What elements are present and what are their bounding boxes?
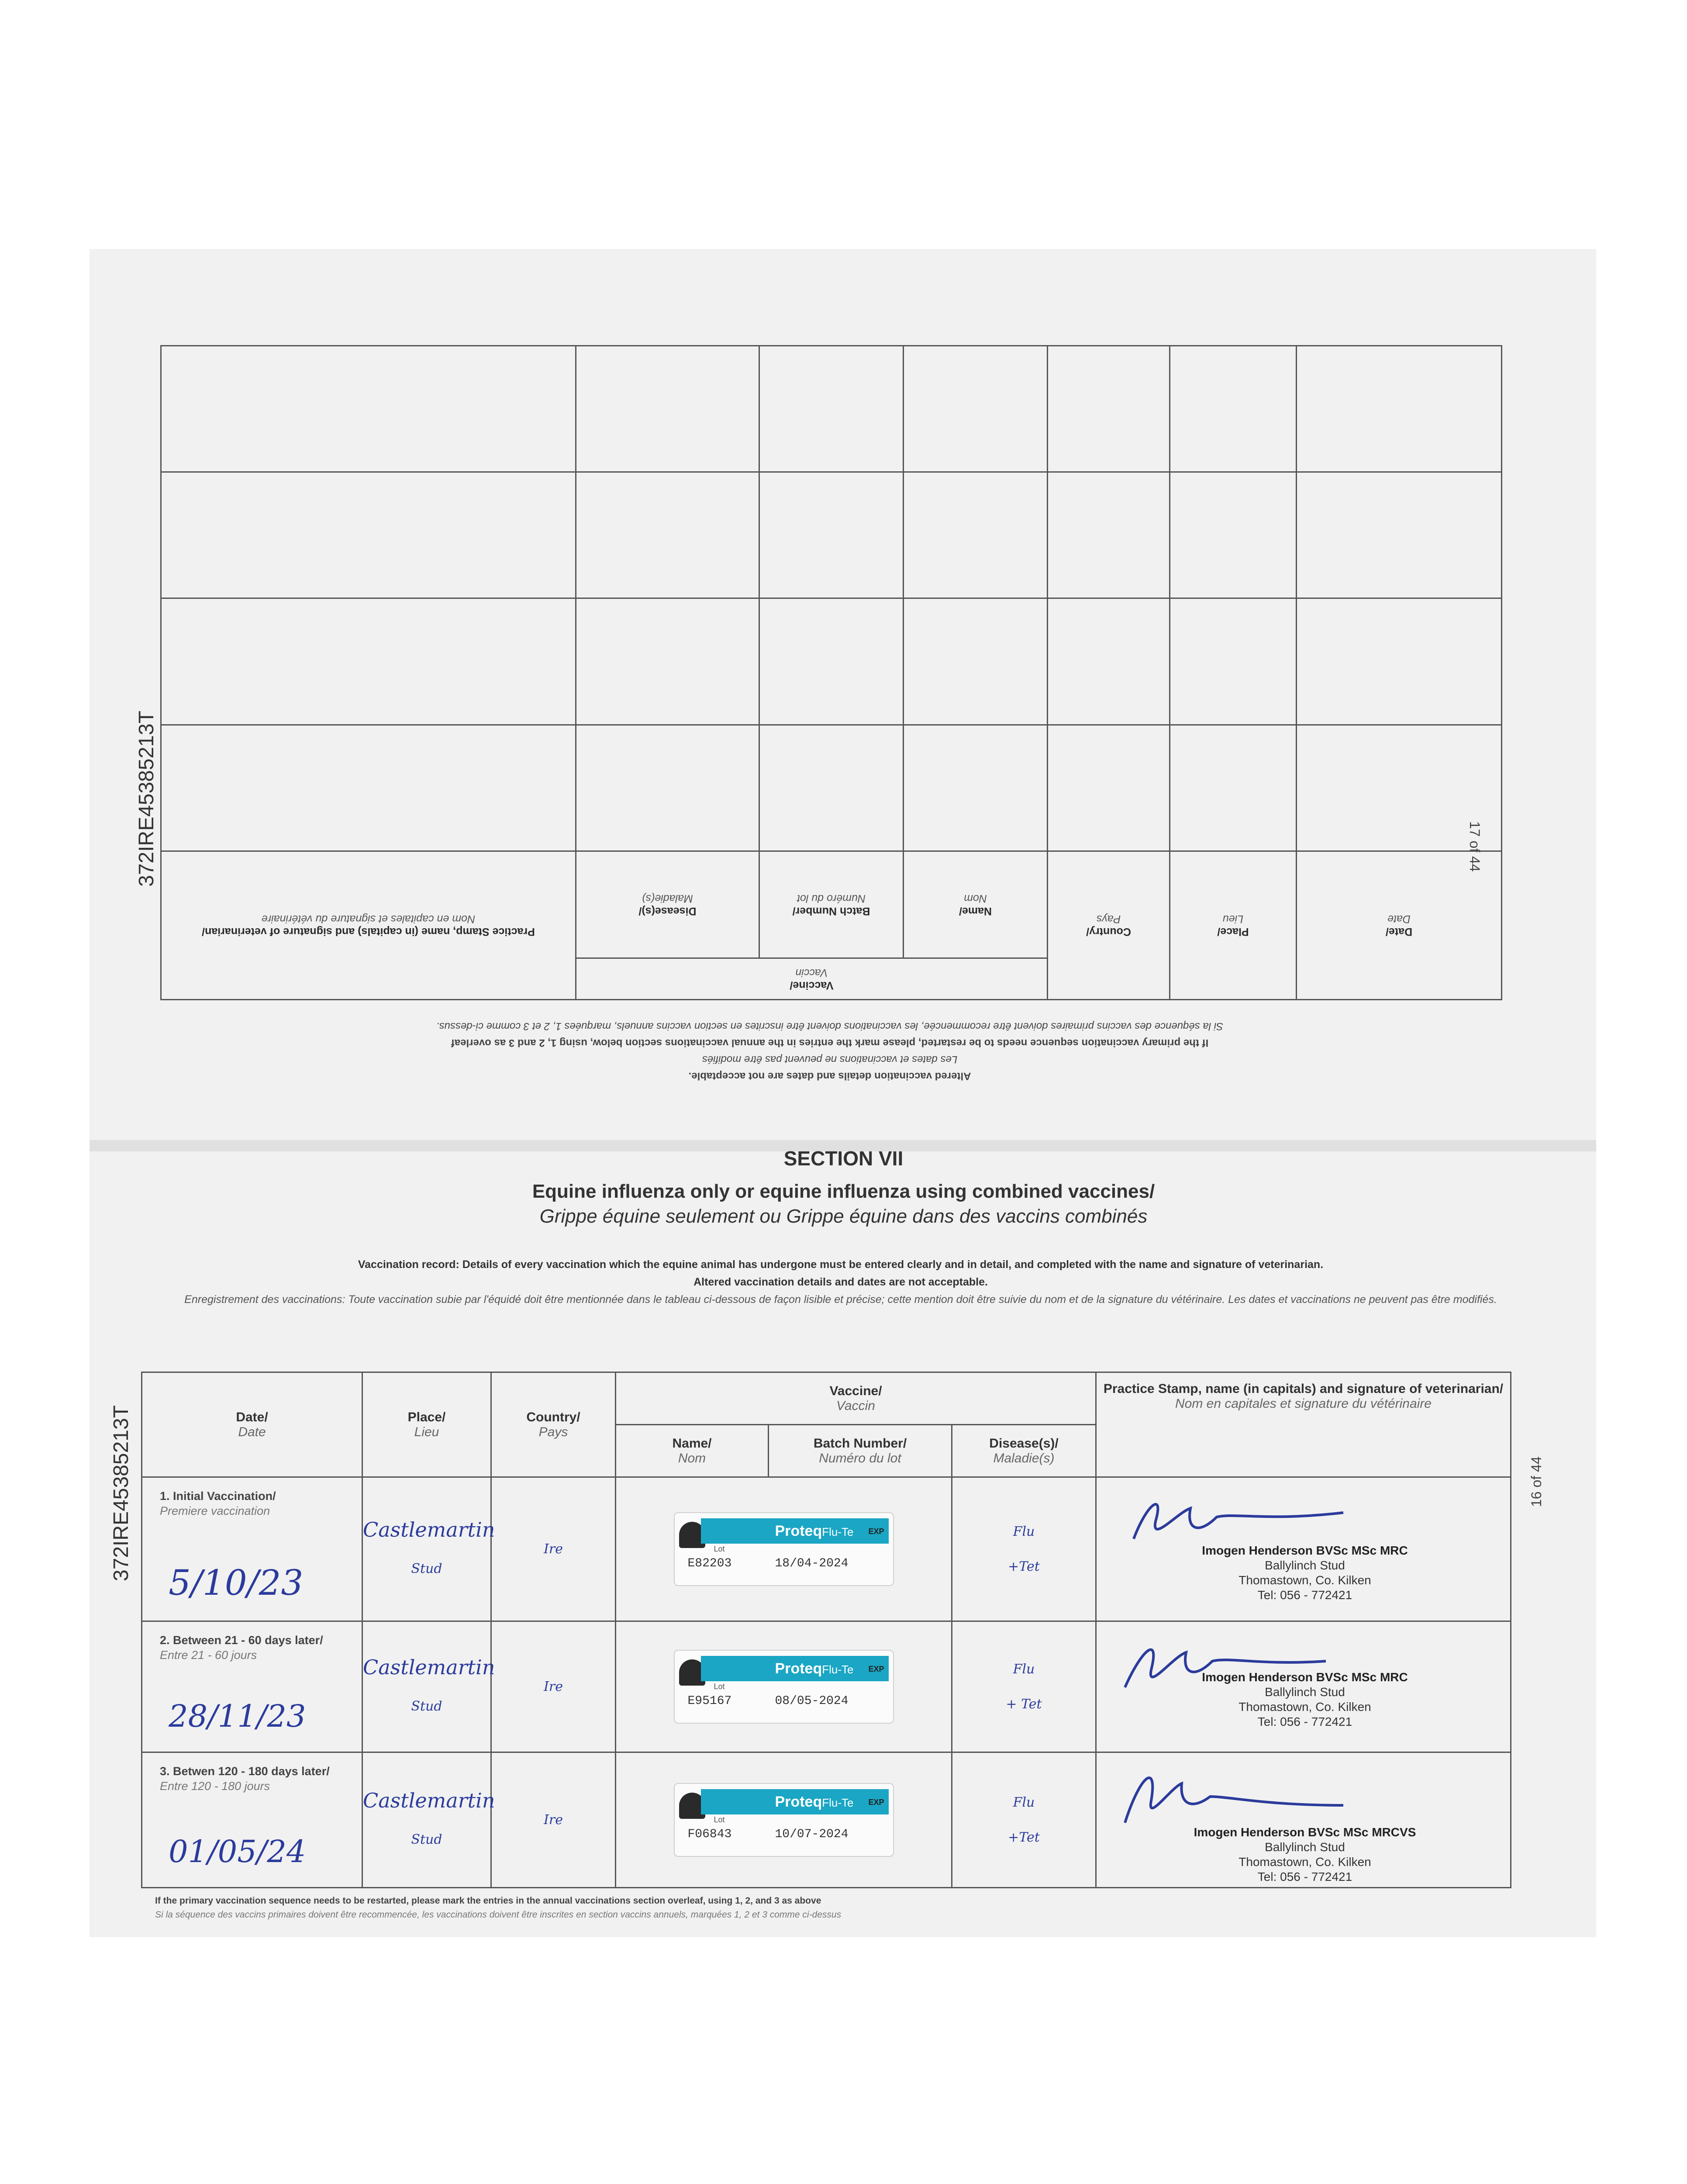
record-instructions-fr: Enregistrement des vaccinations: Toute vaccination subie par l'équidé doit être mentionnée dans le tableau ci-dessous de façon lisible et précise; cette mention doit être suivie du nom et de la signature du vétérinaire. Les dates et vaccinations ne peuvent pas être modifiés. <box>184 1293 1497 1306</box>
section-subtitle: Grippe équine seulement ou Grippe équine dans des vaccins combinés <box>539 1206 1148 1227</box>
disease-cell: Flu +Tet <box>952 1477 1096 1621</box>
upper-page-number: 17 of 44 <box>1467 821 1483 872</box>
vet-signature <box>1116 1762 1361 1832</box>
table-row <box>161 346 1501 472</box>
record-instructions-en: Vaccination record: Details of every vaccination which the equine animal has undergone must be entered clearly and in detail, and completed with the name and signature of veterinarian. Altered vaccination details and dates are not acceptable. <box>358 1258 1324 1288</box>
lower-document-id: 372IRE45385213T <box>110 1405 133 1581</box>
table-row <box>161 472 1501 598</box>
table-row <box>142 1477 1511 1621</box>
expiry-date: 18/04-2024 <box>775 1557 849 1570</box>
upper-header-vaccine: Vaccine/ Vaccin <box>576 958 1047 1000</box>
table-row <box>161 598 1501 725</box>
batch-number: E82203 <box>687 1557 732 1570</box>
disease-cell: Flu + Tet <box>952 1621 1096 1752</box>
header-vaccine: Vaccine/ Vaccin <box>616 1372 1096 1425</box>
stamp-cell <box>1096 1752 1511 1888</box>
header-batch: Batch Number/ Numéro du lot <box>769 1425 952 1477</box>
place-cell: Castlemartin Stud <box>362 1752 491 1888</box>
date-cell <box>142 1477 362 1621</box>
vaccine-sticker-cell <box>616 1621 952 1752</box>
footnote-fr: Si la séquence des vaccins primaires doivent être recommencée, les vaccinations doivent être inscrites en section vaccins annuels, marquées 1, 2 et 3 comme ci-dessus <box>155 1910 842 1920</box>
footnote-en: If the primary vaccination sequence needs to be restarted, please mark the entries in the annual vaccinations section overleaf, using 1, 2, and 3 as above <box>155 1896 821 1906</box>
header-country: Country/ Pays <box>491 1372 616 1477</box>
date-cell <box>142 1621 362 1752</box>
upper-header-batch: Batch Number/ Numéro du lot <box>759 851 904 958</box>
disease-cell: Flu +Tet <box>952 1752 1096 1888</box>
vaccine-sticker: ProteqFlu-Te EXP Lot E82203 18/04-2024 <box>674 1512 894 1586</box>
upper-header-date: Date/ Date <box>1297 851 1502 1000</box>
header-date: Date/ Date <box>142 1372 362 1477</box>
stamp-cell <box>1096 1477 1511 1621</box>
vet-stamp: Imogen Henderson BVSc MSc MRCVS Ballylinch Stud Thomastown, Co. Kilken Tel: 056 - 772421 <box>1194 1825 1416 1883</box>
lower-page-number: 16 of 44 <box>1528 1456 1544 1507</box>
section-heading: SECTION VII <box>783 1147 904 1170</box>
batch-number: F06843 <box>687 1828 732 1841</box>
upper-notes <box>262 1018 1397 1084</box>
vaccination-date: 01/05/24 <box>169 1834 306 1870</box>
vet-stamp: Imogen Henderson BVSc MSc MRC Ballylinch Stud Thomastown, Co. Kilken Tel: 056 - 772421 <box>1202 1544 1408 1602</box>
upper-note-restart-en: If the primary vaccination sequence needs to be restarted, please mark the entries in the annual vaccinations section below, using 1, 2 and 3 as overleaf <box>451 1037 1209 1049</box>
vaccine-sticker: ProteqFlu-Te EXP Lot F06843 10/07-2024 <box>674 1783 894 1857</box>
expiry-date: 08/05-2024 <box>775 1694 849 1708</box>
table-row <box>142 1621 1511 1752</box>
upper-header-name: Name/ Nom <box>904 851 1048 958</box>
upper-vaccination-table <box>162 336 1502 1000</box>
table-row <box>142 1752 1511 1888</box>
stamp-cell <box>1096 1621 1511 1752</box>
batch-number: E95167 <box>687 1694 732 1708</box>
vet-stamp: Imogen Henderson BVSc MSc MRC Ballylinch Stud Thomastown, Co. Kilken Tel: 056 - 772421 <box>1202 1670 1408 1728</box>
row-label: 2. Between 21 - 60 days later/ Entre 21 - 60 jours <box>160 1634 323 1662</box>
header-place: Place/ Lieu <box>362 1372 491 1477</box>
place-cell: Castlemartin Stud <box>362 1477 491 1621</box>
upper-header-place: Place/ Lieu <box>1170 851 1297 1000</box>
country-cell: Ire <box>491 1477 616 1621</box>
upper-note-restart-fr: Si la séquence des vaccins primaires doivent être recommencée, les vaccinations doivent être inscrites en section vaccins annuels, marquées 1, 2 et 3 comme ci-dessus. <box>436 1020 1224 1032</box>
header-disease: Disease(s)/ Maladie(s) <box>952 1425 1096 1477</box>
header-name: Name/ Nom <box>616 1425 769 1477</box>
upper-header-country: Country/ Pays <box>1048 851 1170 1000</box>
header-stamp: Practice Stamp, name (in capitals) and signature of veterinarian/ Nom en capitales et signature du vétérinaire <box>1096 1372 1511 1477</box>
upper-header-stamp: Practice Stamp, name (in capitals) and signature of veterinarian/ Nom en capitales et signature du vétérinaire <box>161 851 576 1000</box>
table-row <box>161 725 1501 851</box>
upper-header-disease: Disease(s)/ Maladie(s) <box>576 851 759 958</box>
vaccination-record-table <box>141 1372 1511 1888</box>
section-title: Equine influenza only or equine influenza using combined vaccines/ <box>532 1181 1155 1202</box>
upper-document-id: 372IRE45385213T <box>135 711 158 887</box>
vaccination-date: 5/10/23 <box>169 1562 304 1603</box>
row-label: 3. Betwen 120 - 180 days later/ Entre 120 - 180 jours <box>160 1765 330 1793</box>
expiry-date: 10/07-2024 <box>775 1828 849 1841</box>
date-cell <box>142 1752 362 1888</box>
upper-note-altered-en: Altered vaccination details and dates are not acceptable. <box>688 1070 971 1082</box>
vaccine-sticker: ProteqFlu-Te EXP Lot E95167 08/05-2024 <box>674 1650 894 1724</box>
upper-note-altered-fr: Les dates et vaccinations ne peuvent pas être modifiés <box>702 1054 958 1065</box>
place-cell: Castlemartin Stud <box>362 1621 491 1752</box>
country-cell: Ire <box>491 1752 616 1888</box>
vaccine-sticker-cell <box>616 1752 952 1888</box>
country-cell: Ire <box>491 1621 616 1752</box>
vaccine-sticker-cell <box>616 1477 952 1621</box>
row-label: 1. Initial Vaccination/ Premiere vaccination <box>160 1489 276 1517</box>
vaccination-date: 28/11/23 <box>169 1698 306 1734</box>
